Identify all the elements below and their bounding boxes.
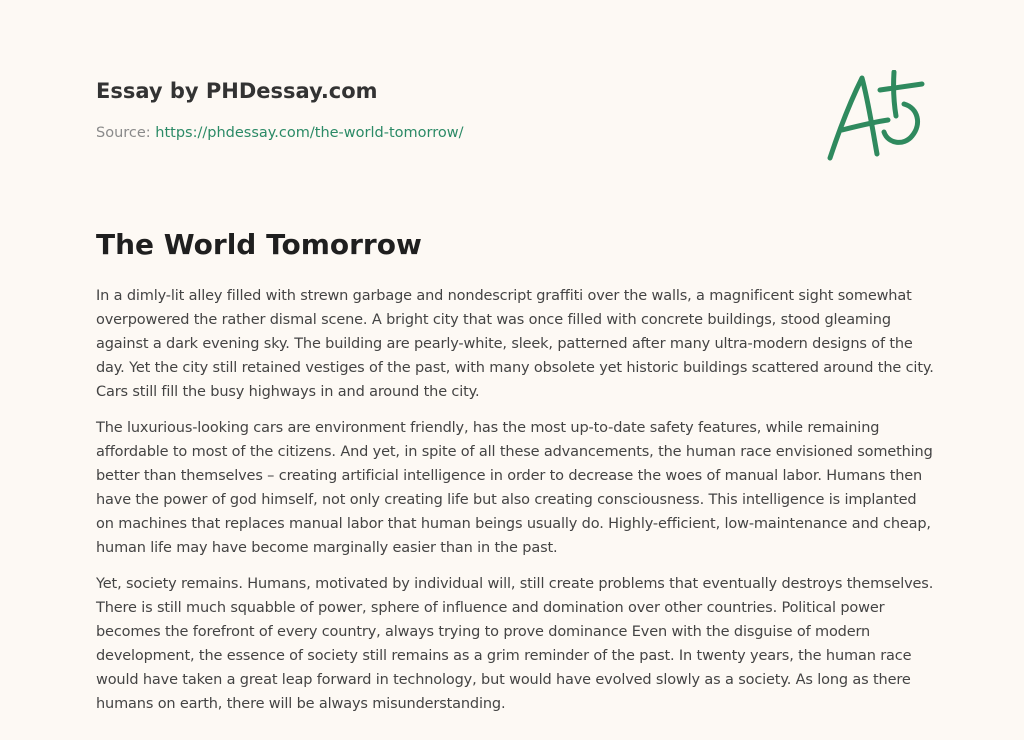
source-label: Source:	[96, 125, 156, 141]
a-plus-grade-icon	[822, 70, 928, 166]
source-link[interactable]: https://phdessay.com/the-world-tomorrow/	[155, 125, 464, 141]
site-brand: Essay by PHDessay.com	[96, 79, 378, 103]
essay-paragraph: The luxurious-looking cars are environment friendly, has the most up-to-date safety features, while remaining affordable to most of the citizens. And yet, in spite of all these advancements, the human race envisioned something better than themselves – creating artificial intelligence in order to decrease the woes of manual labor. Humans then have the power of god himself, not only creating life but also creating consciousness. This intelligence is implanted on machines that replaces manual labor that human beings usually do. Highly-efficient, low-maintenance and cheap, human life may have become marginally easier than in the past.	[96, 420, 933, 556]
source-line	[96, 123, 463, 143]
essay-paragraph: In a dimly-lit alley filled with strewn garbage and nondescript graffiti over the walls, a magnificent sight somewhat overpowered the rather dismal scene. A bright city that was once filled with concrete buildings, stood gleaming against a dark evening sky. The building are pearly-white, sleek, patterned after many ultra-modern designs of the day. Yet the city still retained vestiges of the past, with many obsolete yet historic buildings scattered around the city. Cars still fill the busy highways in and around the city.	[96, 288, 934, 400]
essay-body	[96, 284, 936, 728]
a-plus-logo-svg	[822, 70, 928, 166]
essay-paragraph: Yet, society remains. Humans, motivated by individual will, still create problems that eventually destroys themselves. There is still much squabble of power, sphere of influence and domination over other countries. Political power becomes the forefront of every country, always trying to prove dominance Even with the disguise of modern development, the essence of society still remains as a grim reminder of the past. In twenty years, the human race would have taken a great leap forward in technology, but would have evolved slowly as a society. As long as there humans on earth, there will be always misunderstanding.	[96, 576, 934, 712]
essay-title: The World Tomorrow	[96, 228, 422, 261]
